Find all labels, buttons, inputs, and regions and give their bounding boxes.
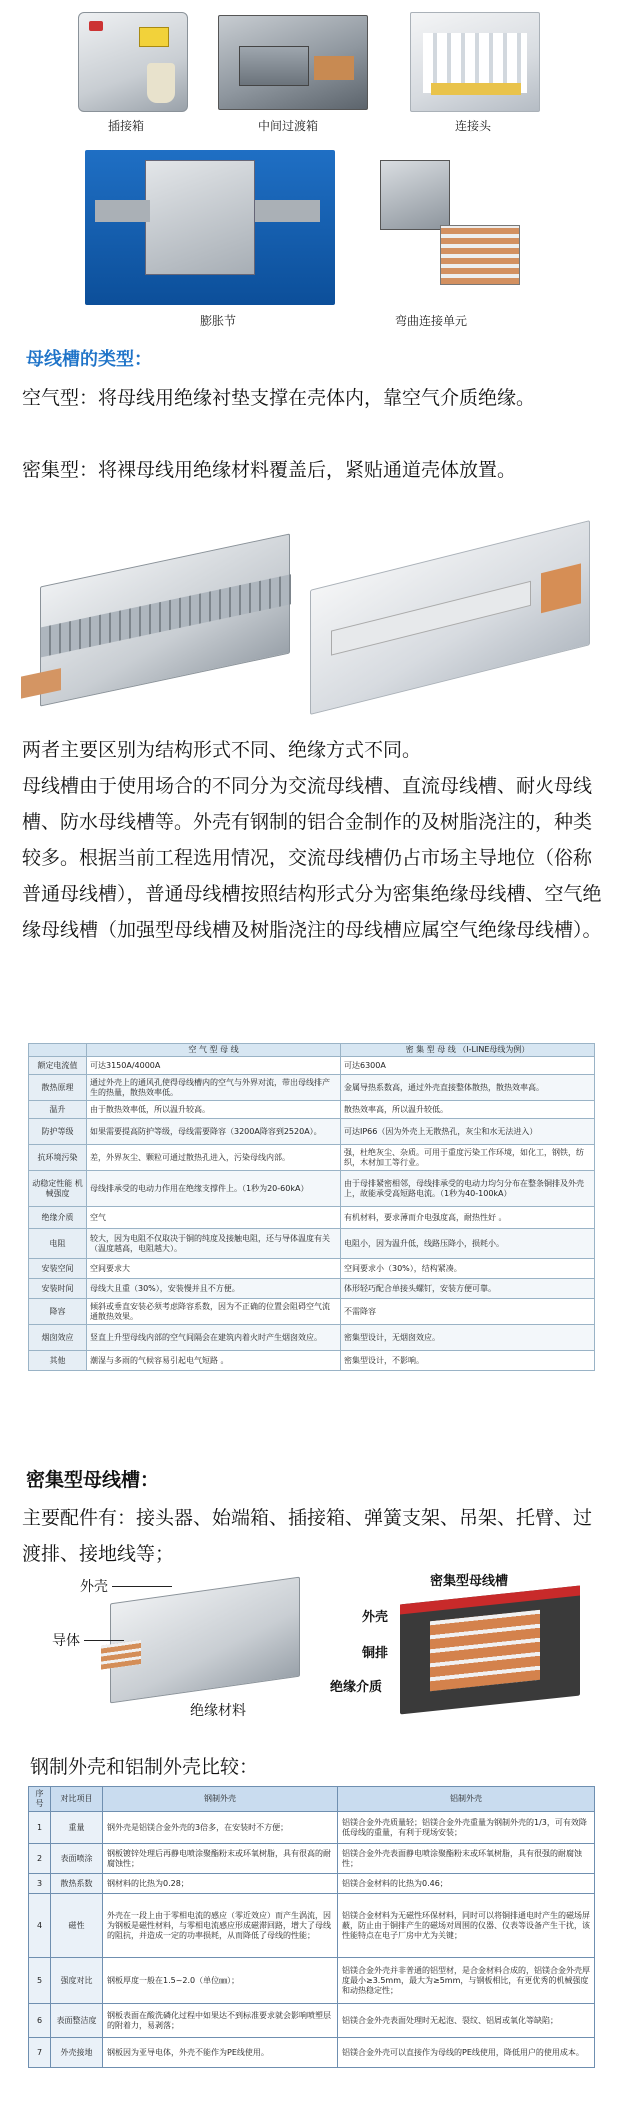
transition-box-caption: 中间过渡箱 [258, 119, 319, 133]
dense-busway-section-photo [110, 1577, 300, 1704]
row-label: 额定电流值 [29, 1057, 87, 1075]
row-label: 电阻 [29, 1229, 87, 1259]
steel-vs-al-title: 钢制外壳和铝制外壳比较： [30, 1756, 259, 1778]
table-row [29, 2004, 595, 2038]
diagram-title: 密集型母线槽 [430, 1574, 509, 1589]
bend-unit-caption: 弯曲连接单元 [395, 314, 468, 328]
steel-cell: 钢外壳是铝镁合金外壳的3倍多，在安装时不方便； [103, 1812, 338, 1844]
table-row [29, 1101, 595, 1119]
cmp-header-item: 对比项目 [51, 1787, 103, 1812]
table-row [29, 1207, 595, 1229]
expansion-joint-caption: 膨胀节 [200, 314, 237, 328]
dense-cell: 散热效率高，所以温升较低。 [341, 1101, 595, 1119]
row-index: 3 [29, 1874, 51, 1894]
table-row [29, 1894, 595, 1958]
table-row [29, 1874, 595, 1894]
expansion-joint-photo [85, 150, 335, 305]
spec-header-blank [29, 1044, 87, 1057]
al-cell: 铝镁合金外壳表面处理时无起泡、裂纹、铝屑或氧化等缺陷； [338, 2004, 595, 2038]
dense-cell: 由于母排紧密相邻，母线排承受的电动力均匀分布在整条铜排及外壳上，故能承受高短路电流。（1秒为40-100kA） [341, 1171, 595, 1207]
row-item: 表面喷涂 [51, 1844, 103, 1874]
air-cell: 空间要求大 [87, 1259, 341, 1279]
air-cell: 由于散热效率低，所以温升较高。 [87, 1101, 341, 1119]
table-row [29, 1057, 595, 1075]
air-cell: 差，外界灰尘、颗粒可通过散热孔进入，污染母线内部。 [87, 1145, 341, 1171]
table-row [29, 1812, 595, 1844]
al-cell: 铝镁合金外壳表面静电喷涂聚酯粉末或环氧树脂，具有很强的耐腐蚀性； [338, 1844, 595, 1874]
steel-cell: 外壳在一段上由于零相电流的感应（零近效应）而产生涡流，因为钢板是磁性材料，与零相电流感应形成磁滞回路，增大了母线的阻抗，并造成一定的功率损耗，从而降低了母线的性能； [103, 1894, 338, 1958]
steel-vs-al-table [28, 1786, 595, 2068]
table-row [29, 1351, 595, 1371]
dense-cell: 强，杜绝灰尘、杂质。可用于重度污染工作环境，如化工，钢铁，纺织，木材加工等行业。 [341, 1145, 595, 1171]
row-item: 表面整洁度 [51, 2004, 103, 2038]
air-cell: 较大，因为电阻不仅取决于铜的纯度及接触电阻，还与导体温度有关（温度越高，电阻越大）。 [87, 1229, 341, 1259]
dense-cell: 可达6300A [341, 1057, 595, 1075]
diagram-label-copper: 铜排 [362, 1646, 389, 1661]
row-label: 其他 [29, 1351, 87, 1371]
cmp-header-al: 铝制外壳 [338, 1787, 595, 1812]
air-cell: 潮湿与多雨的气候容易引起电气短路 。 [87, 1351, 341, 1371]
table-row [29, 1958, 595, 2004]
air-vs-dense-table [28, 1043, 595, 1371]
dense-cell: 空间要求小（30%），结构紧凑。 [341, 1259, 595, 1279]
connector-photo [410, 12, 540, 112]
al-cell: 铝镁合金外壳质量轻；铝镁合金外壳重量为钢制外壳的1/3，可有效降低母线的重量，有利于现场安装； [338, 1812, 595, 1844]
plug-in-box-photo [78, 12, 188, 112]
plug-in-box-caption: 插接箱 [108, 119, 145, 133]
steel-cell: 钢板镀锌处理后再静电喷涂聚酯粉末或环氧树脂，具有很高的耐腐蚀性； [103, 1844, 338, 1874]
dense-cell: 不需降容 [341, 1299, 595, 1325]
steel-cell: 钢板厚度一般在1.5~2.0（单位㎜）； [103, 1958, 338, 2004]
row-index: 6 [29, 2004, 51, 2038]
row-label: 绝缘介质 [29, 1207, 87, 1229]
connector-caption: 连接头 [455, 119, 492, 133]
steel-cell: 钢材料的比热为0.28； [103, 1874, 338, 1894]
dense-accessories-text: 主要配件有：接头器、始端箱、插接箱、弹簧支架、吊架、托臂、过渡排、接地线等； [22, 1507, 593, 1565]
row-item: 外壳接地 [51, 2038, 103, 2068]
al-cell: 铝镁合金外壳并非普通的铝型材，是合金材料合成的，铝镁合金外壳厚度最小≥3.5mm，最大为≥5mm，与钢板相比，有更优秀的机械强度和动热稳定性； [338, 1958, 595, 2004]
row-item: 强度对比 [51, 1958, 103, 2004]
dense-cell: 密集型设计，不影响。 [341, 1351, 595, 1371]
table-row [29, 1259, 595, 1279]
table-row [29, 1075, 595, 1101]
row-index: 4 [29, 1894, 51, 1958]
label-shell: 外壳 [80, 1579, 108, 1595]
steel-cell: 钢板表面在酸洗磷化过程中如果达不到标准要求就会影响喷塑层的附着力，易剥落； [103, 2004, 338, 2038]
cmp-header-row [29, 1787, 595, 1812]
steel-cell: 钢板因为亚导电体，外壳不能作为PE线使用。 [103, 2038, 338, 2068]
dense-cell: 电阻小，因为温升低，线路压降小，损耗小。 [341, 1229, 595, 1259]
row-label: 散热原理 [29, 1075, 87, 1101]
busway-types-title: 母线槽的类型： [26, 349, 152, 370]
al-cell: 铝镁合金外壳可以直接作为母线的PE线使用，降低用户的使用成本。 [338, 2038, 595, 2068]
row-index: 7 [29, 2038, 51, 2068]
leader-shell [112, 1586, 172, 1587]
row-label: 降容 [29, 1299, 87, 1325]
cmp-header-steel: 钢制外壳 [103, 1787, 338, 1812]
row-index: 5 [29, 1958, 51, 2004]
row-label: 烟囱效应 [29, 1325, 87, 1351]
air-cell: 通过外壳上的通风孔使得母线槽内的空气与外界对流，带出母线排产生的热量，散热效率低。 [87, 1075, 341, 1101]
difference-summary: 两者主要区别为结构形式不同、绝缘方式不同。 [22, 739, 422, 761]
label-insulation: 绝缘材料 [190, 1703, 246, 1719]
label-conductor: 导体 [52, 1633, 80, 1649]
table-row [29, 1119, 595, 1145]
table-row [29, 1145, 595, 1171]
leader-conductor [84, 1640, 124, 1641]
table-row [29, 1844, 595, 1874]
table-row [29, 1229, 595, 1259]
dense-busway-cutaway [400, 1586, 580, 1715]
diagram-label-insulation: 绝缘介质 [330, 1680, 383, 1695]
air-cell: 竖直上升型母线内部的空气间隔会在建筑内着火时产生烟囱效应。 [87, 1325, 341, 1351]
row-label: 抗环境污染 [29, 1145, 87, 1171]
table-row [29, 2038, 595, 2068]
row-item: 磁性 [51, 1894, 103, 1958]
row-label: 防护等级 [29, 1119, 87, 1145]
transition-box-photo [218, 15, 368, 110]
row-item: 重量 [51, 1812, 103, 1844]
air-type-text: 空气型：将母线用绝缘衬垫支撑在壳体内，靠空气介质绝缘。 [22, 387, 536, 409]
dense-cell: 可达IP66（因为外壳上无散热孔，灰尘和水无法进入） [341, 1119, 595, 1145]
dense-cell: 密集型设计，无烟囱效应。 [341, 1325, 595, 1351]
table-row [29, 1325, 595, 1351]
diagram-label-shell: 外壳 [362, 1610, 389, 1625]
air-busway-photo [40, 533, 290, 706]
row-label: 安装空间 [29, 1259, 87, 1279]
dense-busway-title: 密集型母线槽： [26, 1469, 160, 1491]
row-label: 安装时间 [29, 1279, 87, 1299]
air-cell: 可达3150A/4000A [87, 1057, 341, 1075]
dense-cell: 有机材料，要求薄而介电强度高，耐热性好 。 [341, 1207, 595, 1229]
row-item: 散热系数 [51, 1874, 103, 1894]
row-label: 动稳定性能 机械强度 [29, 1171, 87, 1207]
spec-header-dense: 密 集 型 母 线 （I-LINE母线为例） [341, 1044, 595, 1057]
table-row [29, 1171, 595, 1207]
air-cell: 空气 [87, 1207, 341, 1229]
air-cell: 倾斜或垂直安装必须考虑降容系数，因为不正确的位置会阻碍空气流通散热效果。 [87, 1299, 341, 1325]
dense-type-text: 密集型：将裸母线用绝缘材料覆盖后，紧贴通道壳体放置。 [22, 459, 517, 481]
dense-cell: 体形轻巧配合单接头螺钉，安装方便可靠。 [341, 1279, 595, 1299]
row-label: 温升 [29, 1101, 87, 1119]
air-cell: 如果需要提高防护等级，母线需要降容（3200A降容到2520A）。 [87, 1119, 341, 1145]
dense-cell: 金属导热系数高，通过外壳直接整体散热，散热效率高。 [341, 1075, 595, 1101]
spec-header-air: 空 气 型 母 线 [87, 1044, 341, 1057]
air-cell: 母线大且重（30%），安装慢并且不方便。 [87, 1279, 341, 1299]
al-cell: 铝镁合金材料的比热为0.46； [338, 1874, 595, 1894]
cmp-header-index: 序号 [29, 1787, 51, 1812]
dense-busway-photo [310, 520, 590, 715]
table-row [29, 1299, 595, 1325]
busway-classification-text: 母线槽由于使用场合的不同分为交流母线槽、直流母线槽、耐火母线槽、防水母线槽等。外壳有钢制的铝合金制作的及树脂浇注的，种类较多。根据当前工程选用情况，交流母线槽仍占市场主导地位（俗称普通母线槽），普通母线槽按照结构形式分为密集绝缘母线槽、空气绝缘母线槽（加强型母线槽及树脂浇注的母线槽应属空气绝缘母线槽）。 [22, 775, 602, 941]
air-cell: 母线排承受的电动力作用在绝缘支撑件上。（1秒为20-60kA） [87, 1171, 341, 1207]
spec-table-header [29, 1044, 595, 1057]
al-cell: 铝镁合金材料为无磁性环保材料，同时可以将铜排通电时产生的磁场屏蔽，防止由于铜排产生的磁场对周围的仪器、仪表等设备产生干扰，该性能特点在电子厂房中尤为关键； [338, 1894, 595, 1958]
row-index: 2 [29, 1844, 51, 1874]
bend-unit-photo [370, 150, 545, 305]
row-index: 1 [29, 1812, 51, 1844]
table-row [29, 1279, 595, 1299]
